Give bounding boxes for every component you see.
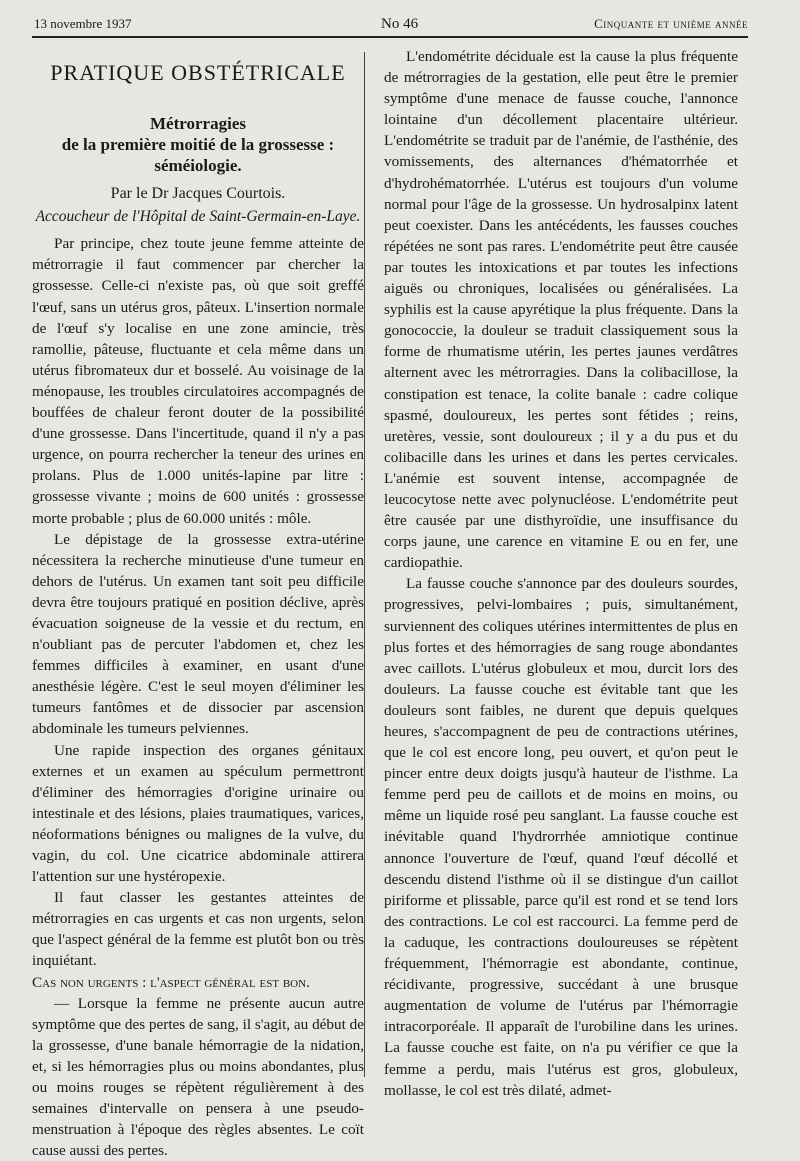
article-title: [32, 113, 364, 176]
issue-date: 13 novembre 1937: [34, 16, 132, 31]
left-column: [32, 58, 364, 1161]
article-title-line: séméiologie.: [154, 156, 242, 176]
body-paragraph: Le dépistage de la grossesse extra-utérine nécessitera la recherche minutieuse d'une tumeur en dehors de l'utérus. Un examen tant soit peu difficile devra être toujours pratiqué en position déclive, après évacuation soigneuse de la vessie et du rectum, en n'oubliant pas de percuter l'abdomen et, chez les femmes difficiles à examiner, en usant d'une anesthésie légère. C'est le seul moyen d'éliminer les tumeurs fantômes et de dissocier par ascension abdominale les tumeurs pelviennes.: [32, 530, 364, 738]
article-title-line: de la première moitié de la grossesse :: [61, 135, 335, 155]
article-title-line: Métrorragies: [150, 114, 246, 134]
article-author: Par le Dr Jacques Courtois.: [110, 185, 286, 203]
body-paragraph: — Lorsque la femme ne présente aucun autre symptôme que des pertes de sang, il s'agit, au début de la grossesse, d'une banale hémorragie de la nidation, et, si les hémorragies plus ou moins abondantes, plus ou moins rouges se répètent régulièrement à des semaines d'intervalle on pensera à une pseudo-menstruation à l'époque des règles absentes. Le coït cause aussi des pertes.: [32, 994, 364, 1160]
author-affiliation: Accoucheur de l'Hôpital de Saint-Germain-en-Laye.: [35, 208, 361, 226]
issue-number: No 46: [381, 16, 419, 32]
body-paragraph: Il faut classer les gestantes atteintes de métrorragies en cas urgents et cas non urgents, selon que l'aspect général de la femme est plutôt bon ou très inquiétant.: [32, 889, 364, 970]
subheading: Cas non urgents : l'aspect général est bon.: [32, 973, 310, 991]
section-title: PRATIQUE OBSTÉTRICALE: [50, 60, 346, 85]
column-divider: [364, 52, 365, 1077]
body-paragraph: L'endométrite déciduale est la cause la plus fréquente de métrorragies de la gestation, elle peut être le premier symptôme d'une menace de fausse couche, l'annonce lointaine d'un décollement placentaire ultérieur. L'endométrite se traduit par de l'anémie, de l'asthénie, des vomissements, des alternances d'hématorrhée et d'hydrohématorrhée. L'utérus est toujours d'un volume normal pour l'âge de la grossesse. Un hydrosalpinx latent peut coexister. Dans les antécédents, les fausses couches répétées ne sont pas rares. L'endométrite peut être causée par toutes les intoxications et par toutes les infections aiguës ou chroniques, localisées ou généralisées. La syphilis est la cause apyrétique la plus fréquente. Dans la gonococcie, la douleur se traduit classiquement sous la forme de rhumatisme utérin, les pertes jaunes verdâtres alternent avec les métrorragies. Dans la colibacillose, la constipation est tenace, la colite banale : cadre colique spasmé, douloureux, les pertes sont fétides ; reins, uretères, vessie, sont douloureux ; il y a du pus et du colibacille dans les urines et dans les pertes cervicales. L'anémie est souvent intense, accompagnée de leucocytose nette avec polynucléose. L'endométrite peut être causée par une disthyroïdie, une insuffisance du corps jaune, une carence en vitamine E ou en fer, une cardiopathie.: [384, 48, 738, 572]
body-paragraph: Par principe, chez toute jeune femme atteinte de métrorragie il faut commencer par chercher la grossesse. Celle-ci n'existe pas, où que soit greffé l'œuf, sans un utérus gros, pâteux. L'insertion normale de l'œuf s'y localise en une zone amincie, très ramollie, pâteuse, fluctuante et cela même dans un utérus fibromateux dur et bosselé. Au voisinage de la ménopause, les troubles circulatoires accompagnés de bouffées de chaleur feront douter de la possibilité d'une grossesse. Dans l'incertitude, quand il n'y a pas urgence, on pourra rechercher la teneur des urines en prolans. Plus de 1.000 unités-lapine par litre : grossesse vivante ; moins de 600 unités : grossesse morte probable ; plus de 60.000 unités : môle.: [32, 235, 364, 527]
right-column: [384, 46, 738, 1101]
body-paragraph: Une rapide inspection des organes génitaux externes et un examen au spéculum permettront d'éliminer des hémorragies d'origine urinaire ou intestinale et des lésions, plaies traumatiques, varices, néoformations bénignes ou malignes de la vulve, du vagin, du col. Une cicatrice abdominale attirera l'attention sur une hystéropexie.: [32, 741, 364, 886]
body-paragraph: La fausse couche s'annonce par des douleurs sourdes, progressives, pelvi-lombaires ; puis, simultanément, surviennent des coliques utérines intermittentes de plus en plus fortes et des hémorragies de sang rouge abondantes avec caillots. L'utérus globuleux et mou, durcit lors des douleurs. La fausse couche est évitable tant que les douleurs sont faibles, ne durent que depuis quelques heures, s'accompagnent de peu de contractions utérines, que le col est encore long, peu ouvert, et qu'on peut le pincer entre deux doigts jusqu'à hauteur de l'isthme. La femme perd peu de caillots et de moins en moins, ou même un liquide rosé peu sanglant. La fausse couche est inévitable quand l'hydrorrhée amniotique continue annonce l'ouverture de l'œuf, quand l'œuf décollé et descendu distend l'isthme où il se distingue d'un caillot piriforme et plissable, parce qu'il est rond et se tend lors des contractions. Le col est raccourci. La femme perd de la caduque, les contractions douloureuses se répètent fréquemment, l'hémorragie est abondante, continue, récidivante, progressive, succédant à une brusque augmentation de volume de l'utérus par l'hémorragie intracorporéale. Il apparaît de l'urobiline dans les urines. La fausse couche est faite, on n'a pu vérifier ce que la femme a perdu, mais l'utérus est gros, globuleux, mollasse, le col est très dilaté, admet-: [384, 575, 738, 1099]
volume-year: Cinquante et unième année: [594, 16, 748, 31]
running-header: [32, 14, 748, 38]
